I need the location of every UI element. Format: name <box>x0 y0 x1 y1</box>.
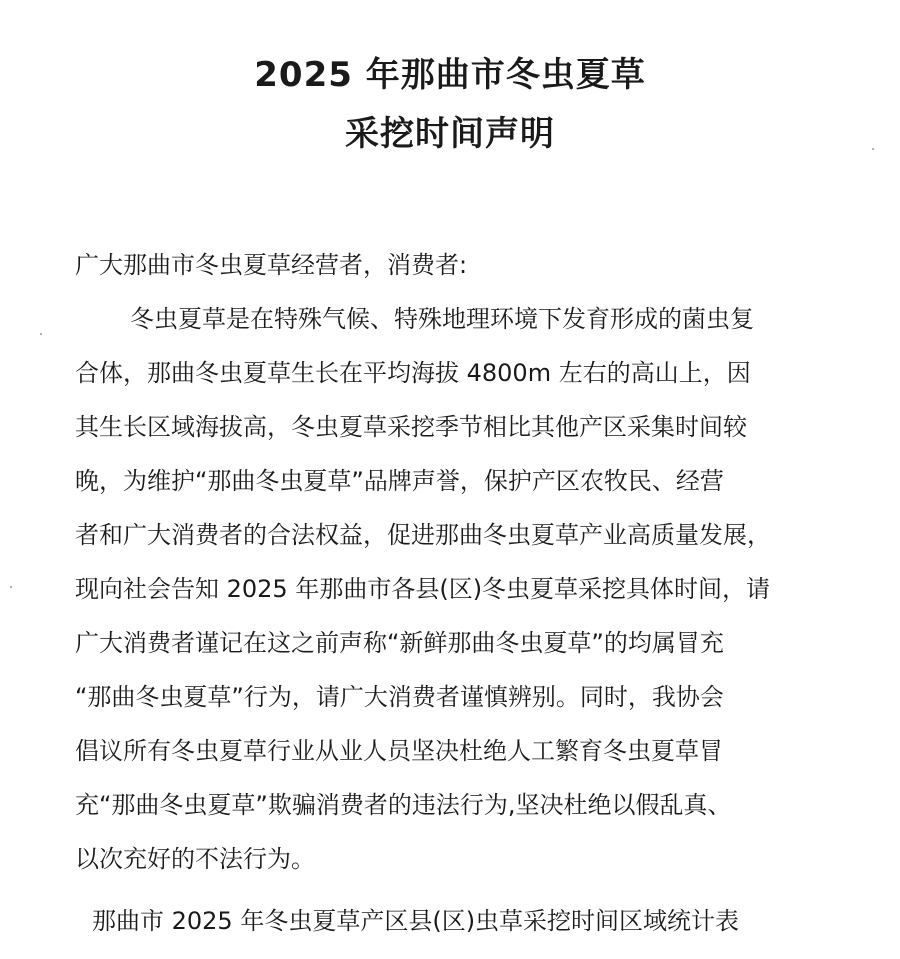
document-title-line-1: 2025 年那曲市冬虫夏草 <box>254 55 646 95</box>
body-line: 合体，那曲冬虫夏草生长在平均海拔 4800m 左右的高山上，因 <box>75 359 751 387</box>
document-title-line-2: 采挖时间声明 <box>345 114 555 154</box>
body-line: 冬虫夏草是在特殊气候、特殊地理环境下发育形成的菌虫复 <box>130 305 754 333</box>
body-line: 者和广大消费者的合法权益，促进那曲冬虫夏草产业高质量发展， <box>75 521 771 549</box>
body-line: 以次充好的不法行为。 <box>75 845 315 873</box>
body-line: 充“那曲冬虫夏草”欺骗消费者的违法行为,坚决杜绝以假乱真、 <box>75 791 732 819</box>
body-line: 晚，为维护“那曲冬虫夏草”品牌声誉，保护产区农牧民、经营 <box>75 467 724 495</box>
scan-speck <box>10 586 12 588</box>
salutation: 广大那曲市冬虫夏草经营者，消费者: <box>75 251 468 279</box>
body-line: “那曲冬虫夏草”行为，请广大消费者谨慎辨别。同时，我协会 <box>75 683 724 711</box>
body-line: 现向社会告知 2025 年那曲市各县(区)冬虫夏草采挖具体时间，请 <box>75 575 771 603</box>
body-line: 其生长区域海拔高，冬虫夏草采挖季节相比其他产区采集时间较 <box>75 413 747 441</box>
scan-speck <box>872 148 874 150</box>
body-line: 倡议所有冬虫夏草行业从业人员坚决杜绝人工繁育冬虫夏草冒 <box>75 737 723 765</box>
table-caption: 那曲市 2025 年冬虫夏草产区县(区)虫草采挖时间区域统计表 <box>92 907 740 935</box>
body-line: 广大消费者谨记在这之前声称“新鲜那曲冬虫夏草”的均属冒充 <box>75 629 724 657</box>
scan-speck <box>40 333 42 335</box>
